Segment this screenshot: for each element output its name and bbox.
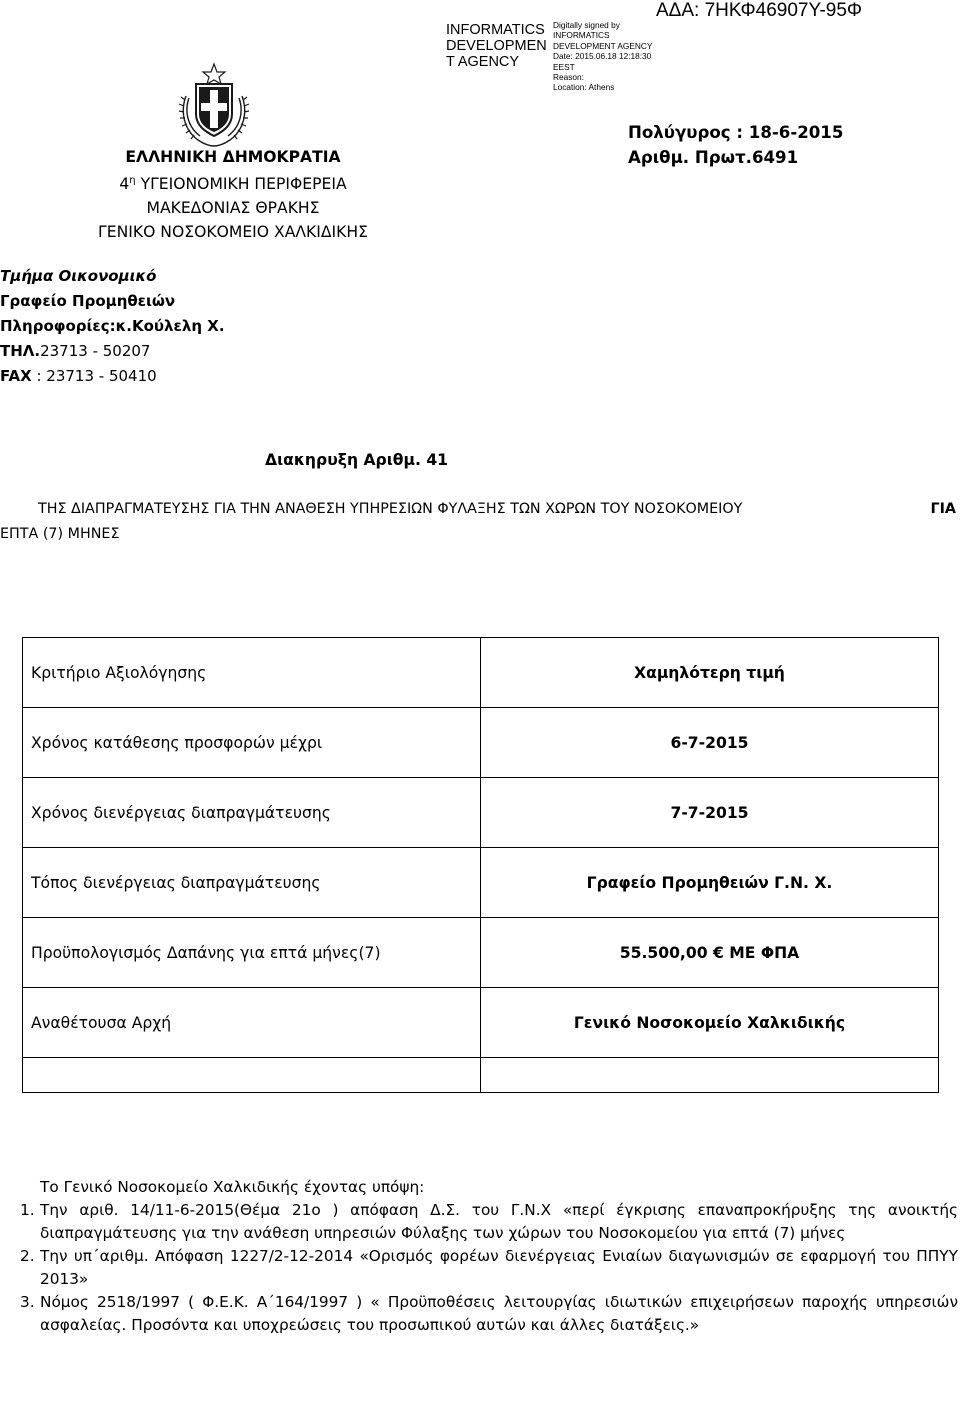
signature-line: INFORMATICS <box>553 30 610 41</box>
issuer-region <box>18 169 448 196</box>
signature-details <box>553 20 652 93</box>
department-section: Τμήμα Οικονομικό <box>0 267 157 285</box>
department-info <box>0 264 225 389</box>
department-tel <box>0 339 225 364</box>
department-fax <box>0 364 225 389</box>
signature-name: INFORMATICS DEVELOPMEN T AGENCY <box>446 22 547 70</box>
region-ordinal: η <box>129 175 136 186</box>
document-subject <box>0 497 960 547</box>
list-item <box>20 1291 958 1337</box>
table-cell-key: Κριτήριο Αξιολόγησης <box>23 638 481 708</box>
table-cell-value: 55.500,00 € ΜΕ ΦΠΑ <box>481 918 939 988</box>
greek-coat-of-arms-icon <box>176 60 252 148</box>
table-cell-value: Γενικό Νοσοκομείο Χαλκιδικής <box>481 988 939 1058</box>
table-cell-key: Τόπος διενέργειας διαπραγμάτευσης <box>23 848 481 918</box>
table-row <box>23 1058 939 1093</box>
table-row <box>23 918 939 988</box>
table-cell-key <box>23 1058 481 1093</box>
list-item-number: 2. <box>20 1247 35 1265</box>
signature-line: EEST <box>553 61 575 72</box>
table-cell-value: Γραφείο Προμηθειών Γ.Ν. Χ. <box>481 848 939 918</box>
fax-label: FAX <box>0 367 32 385</box>
subject-text: ΤΗΣ ΔΙΑΠΡΑΓΜΑΤΕΥΣΗΣ ΓΙΑ ΤΗΝ ΑΝΑΘΕΣΗ ΥΠΗΡΕΣΙΩΝ ΦΥΛΑΞΗΣ ΤΩΝ ΧΩΡΩΝ ΤΟΥ ΝΟΣΟΚΟΜΕΙΟΥ <box>38 501 743 517</box>
list-item-number: 1. <box>20 1201 35 1219</box>
region-number: 4 <box>119 175 130 194</box>
issuer-area: ΜΑΚΕΔΟΝΙΑΣ ΘΡΑΚΗΣ <box>146 199 320 218</box>
issuer-header <box>18 145 448 244</box>
list-item-text: Την αριθ. 14/11-6-2015(Θέμα 21ο ) απόφαση Δ.Σ. του Γ.Ν.Χ «περί έγκρισης επαναπροκήρυξης της ανοικτής διαπραγμάτευσης για την ανάθεση υπηρεσιών Φύλαξης των χώρων του Νοσοκομείου για επτά (7) μήνες <box>40 1201 958 1242</box>
table-cell-key: Χρόνος κατάθεσης προσφορών μέχρι <box>23 708 481 778</box>
table-cell-key: Χρόνος διενέργειας διαπραγμάτευσης <box>23 778 481 848</box>
tel-label: ΤΗΛ. <box>0 342 41 360</box>
fax-value: : 23713 - 50410 <box>31 367 157 385</box>
ada-code: ΑΔΑ: 7ΗΚΦ46907Υ-95Φ <box>656 0 863 21</box>
region-name: ΥΓΕΙΟΝΟΜΙΚΗ ΠΕΡΙΦΕΡΕΙΑ <box>135 175 347 194</box>
signature-line: Date: 2015.06.18 12:18:30 <box>553 51 652 62</box>
department-office: Γραφείο Προμηθειών <box>0 292 176 310</box>
signature-line: DEVELOPMENT AGENCY <box>553 40 653 51</box>
table-cell-value: Χαμηλότερη τιμή <box>481 638 939 708</box>
table-row <box>23 988 939 1058</box>
department-contact: Πληροφορίες:κ.Κούλελη Χ. <box>0 317 225 335</box>
table-cell-value <box>481 1058 939 1093</box>
place-date: Πολύγυρος : 18-6-2015 <box>628 123 844 142</box>
body-lead: Το Γενικό Νοσοκομείο Χαλκιδικής έχοντας υπόψη: <box>40 1178 425 1196</box>
signature-line: Location: Athens <box>553 82 615 93</box>
signature-line: Digitally signed by <box>553 20 620 30</box>
table-row <box>23 778 939 848</box>
table-cell-value: 6-7-2015 <box>481 708 939 778</box>
list-item-text: Νόμος 2518/1997 ( Φ.Ε.Κ. Α΄164/1997 ) « Προϋποθέσεις λειτουργίας ιδιωτικών επιχειρήσεων παροχής υπηρεσιών ασφαλείας. Προσόντα και υποχρεώσεις του προσωπικού αυτών και άλλες διατάξεις.» <box>40 1293 958 1334</box>
body-text <box>20 1176 960 1337</box>
list-item-text: Την υπ΄αριθμ. Απόφαση 1227/2-12-2014 «Ορισμός φορέων διενέργειας Ενιαίων διαγωνισμών σε εφαρμογή του ΠΠΥΥ 2013» <box>40 1247 958 1288</box>
table-cell-key: Αναθέτουσα Αρχή <box>23 988 481 1058</box>
table-row <box>23 708 939 778</box>
list-item <box>20 1245 958 1291</box>
issuer-country: ΕΛΛΗΝΙΚΗ ΔΗΜΟΚΡΑΤΙΑ <box>125 148 341 166</box>
list-item-number: 3. <box>20 1293 35 1311</box>
table-cell-value: 7-7-2015 <box>481 778 939 848</box>
document-title: Διακηρυξη Αριθμ. 41 <box>265 451 449 469</box>
signature-line: Reason: <box>553 72 584 83</box>
table-cell-key: Προϋπολογισμός Δαπάνης για επτά μήνες(7) <box>23 918 481 988</box>
tender-info-table <box>22 637 939 1093</box>
table-row <box>23 638 939 708</box>
subject-line2: ΕΠΤΑ (7) ΜΗΝΕΣ <box>0 526 120 542</box>
table-row <box>23 848 939 918</box>
issuer-hospital: ΓΕΝΙΚΟ ΝΟΣΟΚΟΜΕΙΟ ΧΑΛΚΙΔΙΚΗΣ <box>98 223 368 242</box>
tel-value: 23713 - 50207 <box>40 342 151 360</box>
protocol-number: Αριθμ. Πρωτ.6491 <box>628 148 799 167</box>
date-block <box>628 120 843 170</box>
subject-bold-tail: ΓΙΑ <box>930 501 956 517</box>
list-item <box>20 1199 958 1245</box>
